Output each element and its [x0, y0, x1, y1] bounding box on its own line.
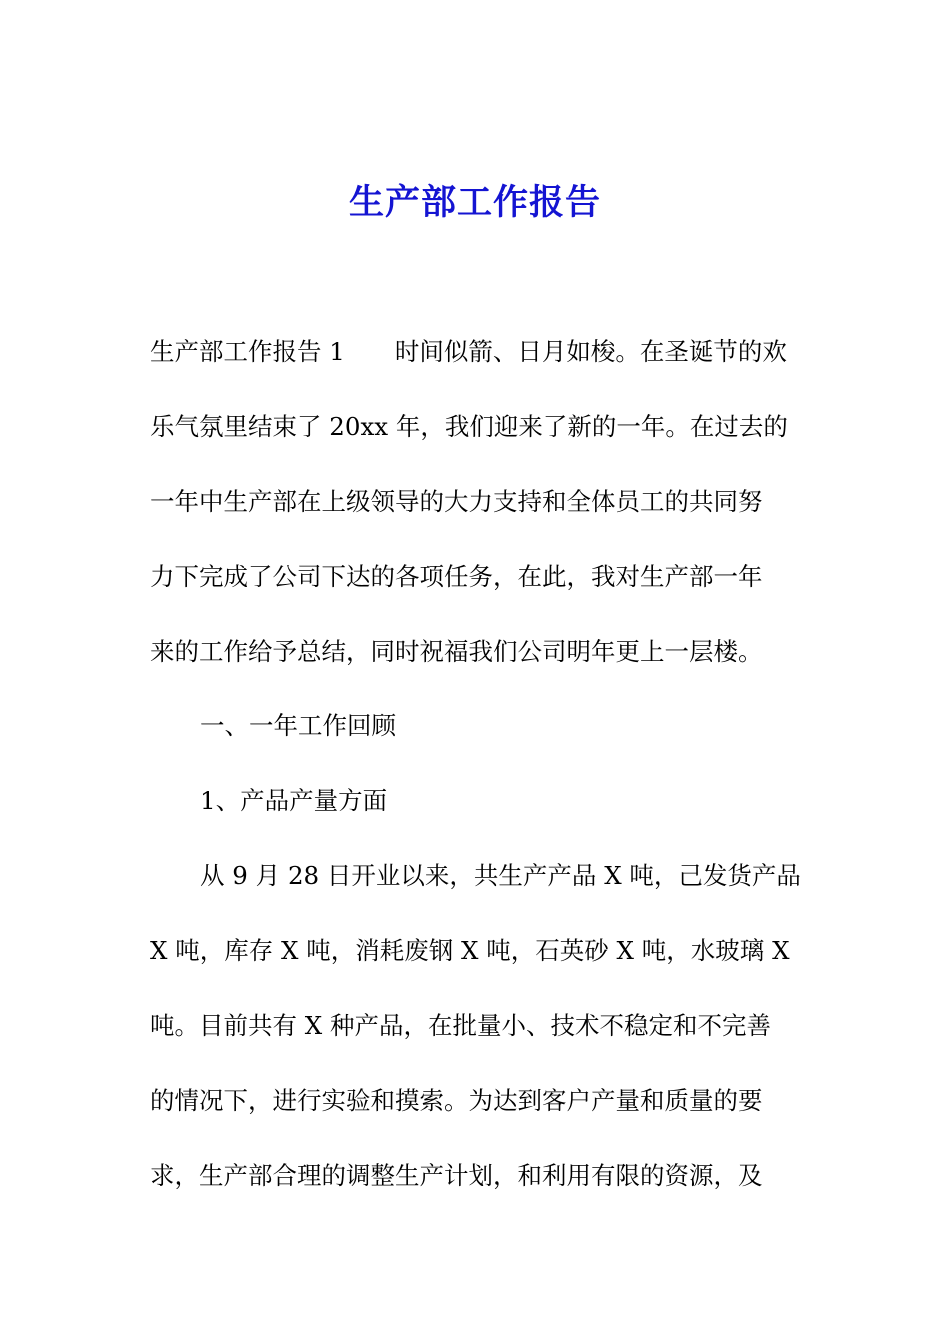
report-subheading: 生产部工作报告 1 — [150, 337, 345, 366]
paragraph-line-2: 乐气氛里结束了 20xx 年，我们迎来了新的一年。在过去的 — [150, 412, 788, 441]
paragraph-line-3: 一年中生产部在上级领导的大力支持和全体员工的共同努 — [150, 487, 763, 516]
paragraph-line-1 — [150, 332, 787, 372]
paragraph-line-5: 来的工作给予总结，同时祝福我们公司明年更上一层楼。 — [150, 637, 763, 666]
paragraph-text: 时间似箭、日月如梭。在圣诞节的欢 — [394, 337, 787, 366]
paragraph-line-7: X 吨，库存 X 吨，消耗废钢 X 吨，石英砂 X 吨，水玻璃 X — [150, 936, 790, 965]
paragraph-line-4: 力下完成了公司下达的各项任务，在此，我对生产部一年 — [150, 562, 763, 591]
document-title: 生产部工作报告 — [348, 182, 601, 223]
paragraph-line-10: 求，生产部合理的调整生产计划，和利用有限的资源，及 — [150, 1161, 763, 1190]
section-heading: 一、一年工作回顾 — [200, 711, 396, 740]
paragraph-line-8: 吨。目前共有 X 种产品，在批量小、技术不稳定和不完善 — [150, 1011, 772, 1040]
subsection-heading: 1、产品产量方面 — [200, 786, 388, 815]
paragraph-line-6: 从 9 月 28 日开业以来，共生产产品 X 吨，己发货产品 — [200, 861, 801, 890]
paragraph-line-9: 的情况下，进行实验和摸索。为达到客户产量和质量的要 — [150, 1086, 763, 1115]
